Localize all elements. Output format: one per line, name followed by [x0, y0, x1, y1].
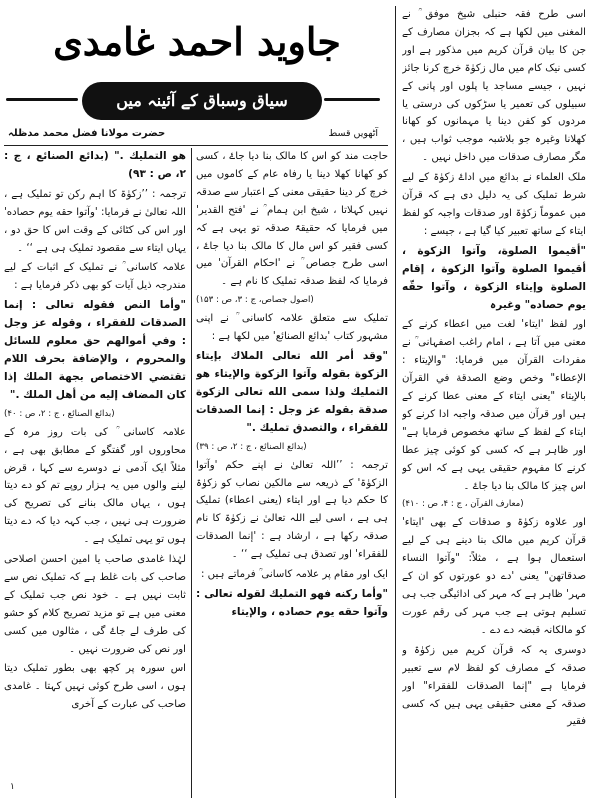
paragraph: حاجت مند کو اس کا مالک بنا دیا جاۓ ، کسی کو کھانا کھلا دینا یا رفاہ عام کے کاموں میں خرچ کر دینا حقیقی معنی کے اعتبار سے صدقہ نہیں کہلاتا ، شیخ ابن ہمام ؒ نے 'فتح القدیر' میں فرمایا کہ حقیقۃً صدقہ تو یہی ہے کہ کسی فقیر کو اس مال کا مالک بنا دیا جاۓ ، اسی طرح جصاص ؒ نے 'احکام القرآن' میں فرمایا کہ لفظ صدقہ تملیک کا نام ہے ۔	[196, 151, 388, 288]
paragraph: اور علاوہ زکوٰۃ و صدقات کے بھی 'ایتاء' قرآن کریم میں مالک بنا دینے ہی کے لیے استعمال ہوا ہے ، مثلاً: "وآتوا النساء صدقاتهن" یعنی 'دے دو عورتوں کو ان کے مہر' ظاہر ہے کہ مہر کی ادائیگی جب ہی تسلیم ہوتی ہے جب مہر کی رقم عورت کو مالکانہ قبضہ دے دے ۔	[402, 517, 586, 636]
reference: (بدائع الصنائع ، ج : ۲، ص : ۳۹)	[196, 441, 307, 452]
arabic-quote: "أقيموا الصلوة، وآتوا الزكوة ، أقيموا الصلوة وآتوا الزكوة ، إقام الصلوة وإيتاء الزكوة ، وآتوا حقّه يوم حصاده" وغیرہ	[402, 244, 586, 311]
paragraph: اسی طرح فقہ حنبلی شیخ موفق ؒ نے المغنی میں لکھا ہے کہ بجزان مصارف کے جن کا بیان قرآن کریم میں مذکور ہے اور کسی نیک کام میں مال زکوٰۃ خرچ کرنا جائز نہیں ، جیسے مساجد یا پلوں اور پانی کے سبیلوں کی تعمیر یا سڑکوں کی درستی یا مردوں کو کفن دینا یا مہمانوں کو کھانا کھلانا وغیرہ جو بلاشبہ موجب ثواب ہیں ، مگر مصارف صدقات میں داخل نہیں ۔	[402, 9, 586, 164]
column-divider-left	[191, 148, 192, 798]
text-column-right	[402, 6, 586, 798]
text-column-middle	[196, 148, 388, 798]
header-divider	[4, 145, 388, 146]
page-number: ۱	[10, 782, 15, 792]
text-column-left	[4, 148, 186, 798]
arabic-quote: "وأما النص فقوله تعالى : إنما الصدقات للفقراء ، وقوله عز وجل : وفي أموالهم حق معلوم للسائل والمحروم ، والإضافة بحرف اللام تقتضي الاختصاص بجهة الملك إذا كان المضاف إليه من أهل الملك ."	[4, 299, 186, 401]
paragraph: علامہ کاسانی ؒ نے تملیک کے اثبات کے لیے مندرجہ ذیل آیات کو بھی ذکر فرمایا ہے :	[4, 262, 186, 292]
reference: (اصول جصاص، ج : ۳، ص : ۱۵۳)	[196, 295, 314, 306]
installment-label: آٹھویں قسط	[328, 128, 378, 139]
arabic-quote: "وأما ركنه فهو التمليك لقوله تعالى : وآتوا حقه يوم حصاده ، والإيتاء	[196, 587, 388, 618]
banner-ornament-left	[6, 98, 78, 101]
article-subtitle-banner: سیاق وسباق کے آئینہ میں	[82, 82, 322, 120]
paragraph: اور لفظ 'ایتاء' لغت میں اعطاء کرنے کے معنی میں آتا ہے ، امام راغب اصفہانی ؒ نے مفردات القرآن میں فرمایا: "والإيتاء : الإعطاء" وخص وضع الصدقة في القرآن بالإيتاء "یعنی ایتاء کے معنی عطا کرنے کے ہیں اور قرآن میں صدقہ واجبہ ادا کرنے کو ایتاء کے لفظ کے ساتھ مخصوص فرمایا ہے" اور ظاہر ہے کہ کسی کو کوئی چیز عطا کرنے کا مفہوم حقیقی یہی ہے کہ اس کو اس چیز کا مالک بنا دیا جاۓ ۔	[402, 319, 586, 492]
paragraph: دوسری یہ کہ قرآن کریم میں زکوٰۃ و صدقہ کے مصارف کو لفظ لام سے تعبیر فرمایا ہے "إنما الصدقات للفقراء" اور صدقہ کے معنی حقیقی یہی ہیں کہ کسی فقیر	[402, 644, 586, 728]
paragraph: ایک اور مقام پر علامہ کاسانی ؒ فرماتے ہیں :	[201, 569, 388, 581]
paragraph: علامہ کاسانی ؒ کی بات روز مرہ کے محاوروں اور گفتگو کے مطابق بھی ہے ، مثلاً ایک آدمی نے دوسرے سے کہا ، قرض لینے والوں میں یہ ہزار روپے تم کو دے دیتا ہوں ، یہاں مالک بنانے کی تصریح کی ضرورت ہی نہیں ، جب کہہ دیا کہ دے دیتا ہوں تو یہی تملیک ہے ۔	[4, 426, 186, 546]
reference: (معارف القرآن ، ج : ۴، ص : ۴۱۰)	[402, 499, 524, 510]
column-divider-right	[395, 6, 396, 798]
paragraph: ترجمہ : ’’زکوٰۃ کا اہم رکن تو تملیک ہے ، اللہ تعالیٰ نے فرمایا: 'وآتوا حقه يوم حصاده' اور اس کی کٹائی کے وقت اس کا حق دو ، یہاں ایتاء سے مقصود تملیک ہی ہے ‘‘ ۔	[4, 188, 186, 254]
paragraph: ترجمہ : ’’اللہ تعالیٰ نے اپنے حکم 'وآتوا الزکوٰۃ' کے ذریعہ سے مالکین نصاب کو زکوٰۃ کا حکم دیا ہے اور ایتاء (یعنی اعطاء) تملیک ہی ہے ، اسی لیے اللہ تعالیٰ نے زکوٰۃ کا نام صدقہ رکھا ہے ، ارشاد ہے : 'إنما الصدقات للفقراء' اور تصدق ہی تملیک ہے ‘‘ ۔	[196, 459, 388, 561]
article-title: جاوید احمد غامدی	[53, 19, 341, 64]
paragraph: تملیک سے متعلق علامہ کاسانی ؒ نے اپنی مشہور کتاب 'بدائع الصنائع' میں لکھا ہے :	[196, 313, 388, 343]
paragraph: لہٰذا غامدی صاحب یا امین احسن اصلاحی صاحب کی بات غلط ہے کہ تملیک نص سے ثابت نہیں ہے ۔ خود نص جب تملیک کے معنی میں ہے تو مزید تصریح کلام کو حشو کی طرف لے جاۓ گی ، مثالوں میں کسی اور نص کی ضرورت نہیں ۔	[4, 554, 186, 655]
paragraph: اس سورہ پر کچھ بھی بطور تملیک دیتا ہوں ، اسی طرح کوئی نہیں کہتا ۔ غامدی صاحب کی عبارت کے آخری	[4, 663, 186, 711]
paragraph: ملک العلماء نے بدائع میں اداۓ زکوٰۃ کے لیے شرط تملیک کی یہ دلیل دی ہے کہ قرآن میں عموماً زکوٰۃ اور صدقات واجبہ کو لفظ ایتاء کے ساتھ تعبیر کیا گیا ہے ، جیسے :	[402, 172, 586, 237]
arabic-quote: هو التمليك ." (بدائع الصنائع ، ج : ۲، ص : ۹۳)	[4, 150, 186, 180]
reference: (بدائع الصنائع ، ج : ۲، ص : ۴۰)	[4, 408, 115, 419]
arabic-quote: "وقد أمر الله تعالى الملاك بإيتاء الزكوة بقوله وآتوا الزكوة والإيتاء هو التمليك ولذا سمى الله تعالى الزكوة صدقة بقوله عز وجل : إنما الصدقات للفقراء ، والتصدق تمليك ."	[196, 350, 388, 434]
author-byline: حضرت مولانا فضل محمد مدظلہ	[8, 128, 166, 139]
banner-ornament-right	[324, 98, 380, 101]
